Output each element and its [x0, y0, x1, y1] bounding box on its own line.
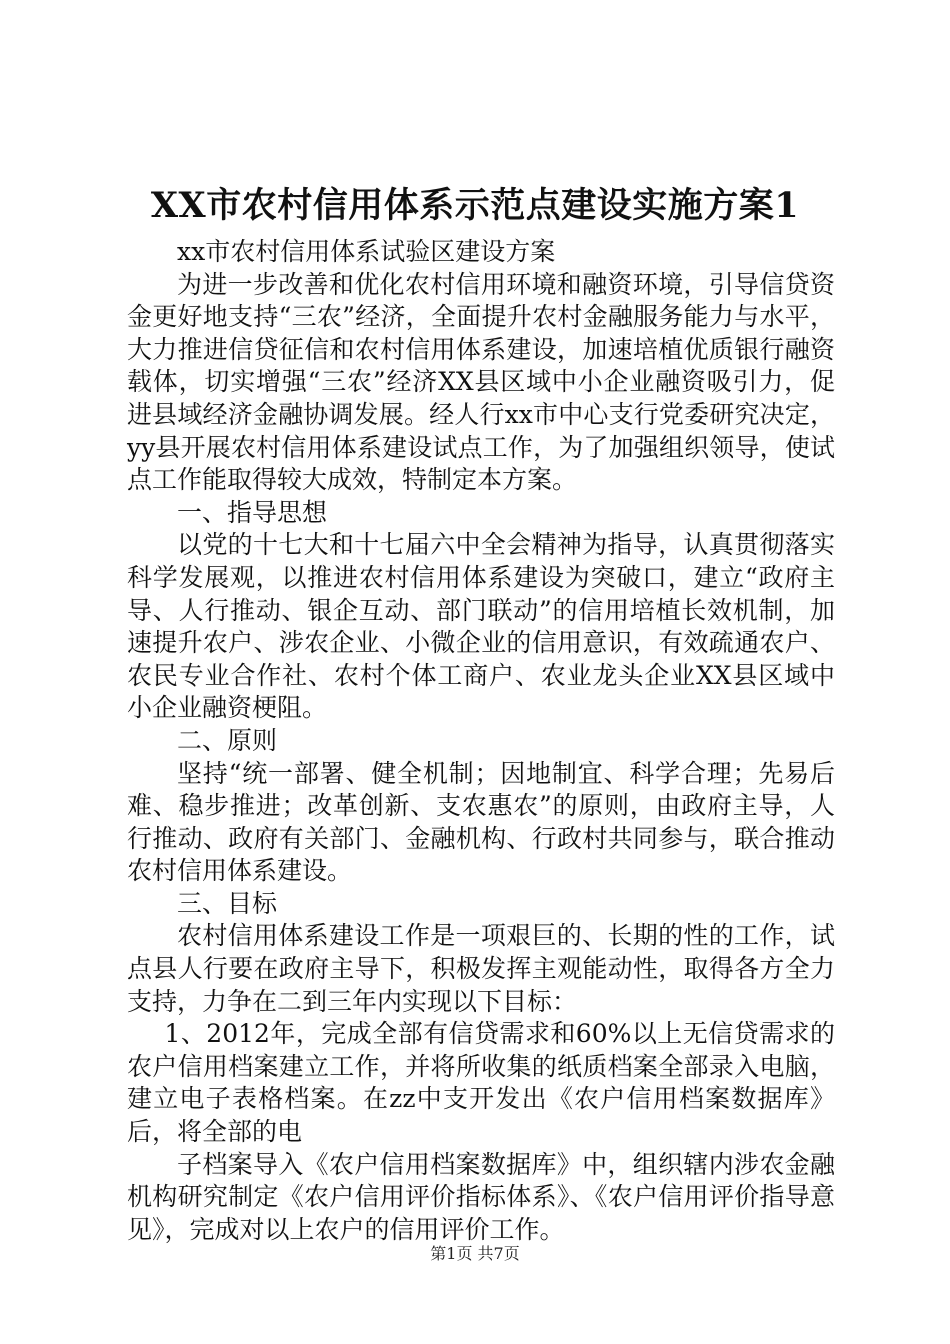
- body-paragraph: 农村信用体系建设工作是一项艰巨的、长期的性的工作，试点县人行要在政府主导下，积极发挥主观能动性，取得各方全力支持，力争在二到三年内实现以下目标：: [127, 921, 835, 1016]
- body-paragraph: 1、2012年，完成全部有信贷需求和60%以上无信贷需求的农户信用档案建立工作，并将所收集的纸质档案全部录入电脑，建立电子表格档案。在zz中支开发出《农户信用档案数据库》后，将全部的电: [127, 1019, 835, 1147]
- body-paragraph: 子档案导入《农户信用档案数据库》中，组织辖内涉农金融机构研究制定《农户信用评价指标体系》、《农户信用评价指导意见》，完成对以上农户的信用评价工作。: [127, 1149, 835, 1244]
- document-body: [127, 236, 835, 1246]
- section-heading: 三、目标: [177, 888, 278, 918]
- section-heading: 二、原则: [177, 725, 278, 755]
- body-paragraph: 为进一步改善和优化农村信用环境和融资环境，引导信贷资金更好地支持“三农”经济，全面提升农村金融服务能力与水平，大力推进信贷征信和农村信用体系建设，加速培植优质银行融资载体，切实增强“三农”经济XX县区域中小企业融资吸引力，促进县域经济金融协调发展。经人行xx市中心支行党委研究决定，yy县开展农村信用体系建设试点工作，为了加强组织领导，使试点工作能取得较大成效，特制定本方案。: [127, 269, 835, 495]
- document-title: XX市农村信用体系示范点建设实施方案1: [150, 185, 800, 226]
- section-heading: 一、指导思想: [177, 497, 328, 527]
- body-paragraph: 坚持“统一部署、健全机制；因地制宜、科学合理；先易后难、稳步推进；改革创新、支农惠农”的原则，由政府主导，人行推动、政府有关部门、金融机构、行政村共同参与，联合推动农村信用体系建设。: [127, 758, 835, 886]
- body-paragraph: xx市农村信用体系试验区建设方案: [177, 237, 556, 266]
- page-footer: 第1页 共7页: [430, 1244, 520, 1263]
- body-paragraph: 以党的十七大和十七届六中全会精神为指导，认真贯彻落实科学发展观，以推进农村信用体系建设为突破口，建立“政府主导、人行推动、银企互动、部门联动”的信用培植长效机制，加速提升农户、涉农企业、小微企业的信用意识，有效疏通农户、农民专业合作社、农村个体工商户、农业龙头企业XX县区域中小企业融资梗阻。: [127, 530, 835, 723]
